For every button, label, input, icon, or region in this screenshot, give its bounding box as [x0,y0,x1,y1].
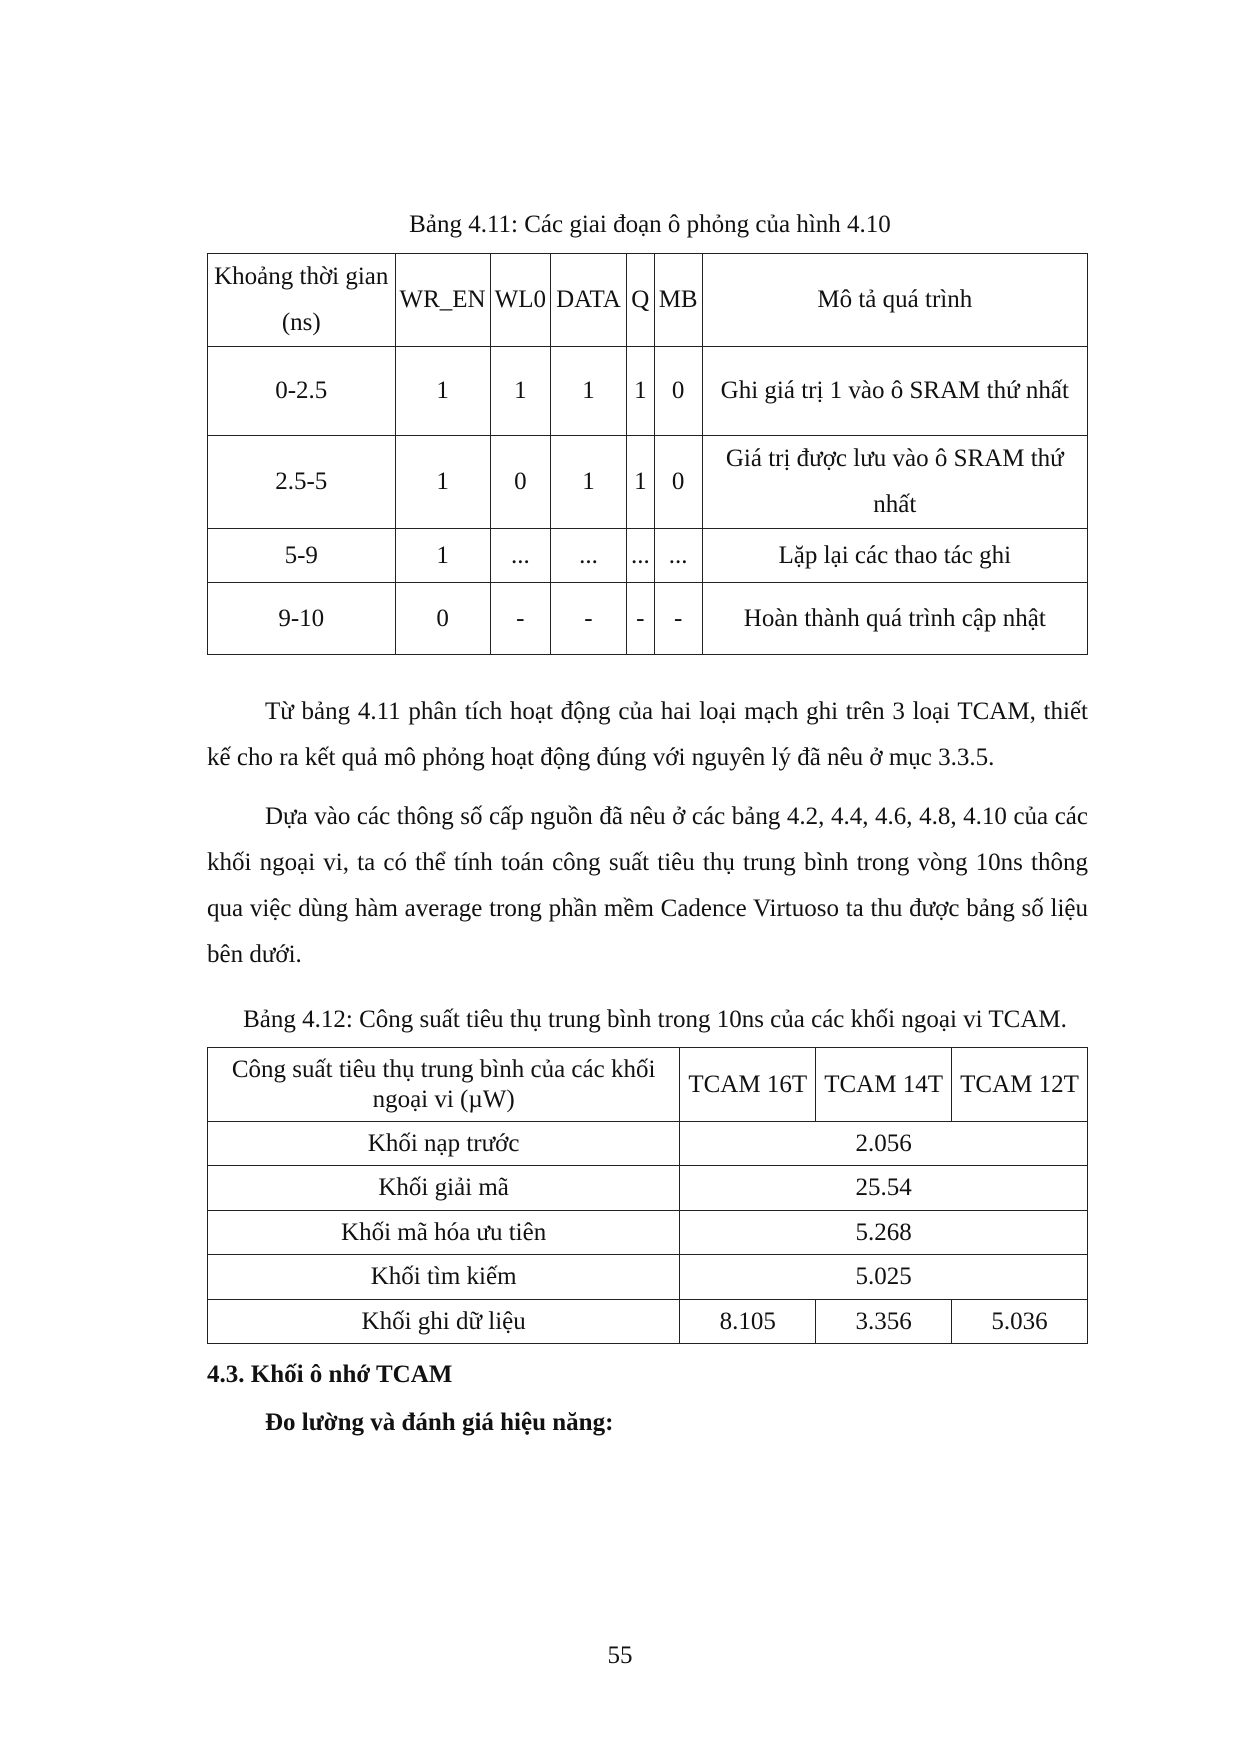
cell-description: Lặp lại các thao tác ghi [702,529,1087,583]
header-time: Khoảng thời gian (ns) [208,254,396,347]
table-4-11 [207,253,1088,655]
row-value-16t: 8.105 [680,1300,816,1344]
cell-q: - [626,583,654,655]
row-label: Khối nạp trước [208,1122,680,1166]
cell-q: 1 [626,347,654,436]
cell-wr-en: 1 [395,347,490,436]
cell-time: 5-9 [208,529,396,583]
table-row [208,1122,1088,1166]
table-header-row [208,1048,1088,1122]
table-row [208,347,1088,436]
header-wr-en: WR_EN [395,254,490,347]
section-heading-4-3: 4.3. Khối ô nhớ TCAM [207,1361,453,1388]
cell-data: ... [551,529,627,583]
cell-time: 9-10 [208,583,396,655]
row-value: 5.268 [680,1211,1088,1255]
table-header-row [208,254,1088,347]
cell-wl0: 1 [490,347,550,436]
header-q: Q [626,254,654,347]
cell-q: 1 [626,436,654,529]
cell-data: 1 [551,436,627,529]
table-row [208,1300,1088,1344]
cell-wr-en: 1 [395,436,490,529]
row-value: 5.025 [680,1255,1088,1300]
cell-description: Giá trị được lưu vào ô SRAM thứ nhất [702,436,1087,529]
row-value: 25.54 [680,1166,1088,1211]
page-number: 55 [607,1642,633,1669]
header-power-label: Công suất tiêu thụ trung bình của các khối ngoại vi (µW) [208,1048,680,1122]
cell-mb: 0 [654,436,702,529]
cell-wr-en: 1 [395,529,490,583]
row-value: 2.056 [680,1122,1088,1166]
table-4-12 [207,1047,1088,1344]
cell-q: ... [626,529,654,583]
cell-wl0: 0 [490,436,550,529]
header-tcam-12t: TCAM 12T [952,1048,1088,1122]
header-data: DATA [551,254,627,347]
paragraph-power: Dựa vào các thông số cấp nguồn đã nêu ở các bảng 4.2, 4.4, 4.6, 4.8, 4.10 của các khối ngoại vi, ta có thể tính toán công suất tiêu thụ trung bình trong vòng 10ns thông qua việc dùng hàm average trong phần mềm Cadence Virtuoso ta thu được bảng số liệu bên dưới. [207,803,1088,968]
header-mb: MB [654,254,702,347]
cell-description: Hoàn thành quá trình cập nhật [702,583,1087,655]
cell-wr-en: 0 [395,583,490,655]
cell-time: 0-2.5 [208,347,396,436]
header-description: Mô tả quá trình [702,254,1087,347]
table-row [208,529,1088,583]
cell-mb: 0 [654,347,702,436]
subsection-heading: Đo lường và đánh giá hiệu năng: [265,1409,614,1436]
cell-data: 1 [551,347,627,436]
row-label: Khối giải mã [208,1166,680,1211]
row-label: Khối ghi dữ liệu [208,1300,680,1344]
table-row [208,1166,1088,1211]
table-row [208,1211,1088,1255]
row-value-14t: 3.356 [816,1300,952,1344]
cell-mb: - [654,583,702,655]
table-row [208,583,1088,655]
table-row [208,1255,1088,1300]
header-tcam-16t: TCAM 16T [680,1048,816,1122]
cell-time: 2.5-5 [208,436,396,529]
cell-wl0: ... [490,529,550,583]
paragraph-analysis: Từ bảng 4.11 phân tích hoạt động của hai loại mạch ghi trên 3 loại TCAM, thiết kế cho ra kết quả mô phỏng hoạt động đúng với nguyên lý đã nêu ở mục 3.3.5. [207,698,1088,771]
table-4-11-caption: Bảng 4.11: Các giai đoạn ô phỏng của hình 4.10 [409,211,891,238]
table-row [208,436,1088,529]
header-wl0: WL0 [490,254,550,347]
table-4-12-caption: Bảng 4.12: Công suất tiêu thụ trung bình trong 10ns của các khối ngoại vi TCAM. [243,1006,1067,1033]
row-value-12t: 5.036 [952,1300,1088,1344]
cell-wl0: - [490,583,550,655]
cell-data: - [551,583,627,655]
header-tcam-14t: TCAM 14T [816,1048,952,1122]
row-label: Khối tìm kiếm [208,1255,680,1300]
cell-description: Ghi giá trị 1 vào ô SRAM thứ nhất [702,347,1087,436]
row-label: Khối mã hóa ưu tiên [208,1211,680,1255]
cell-mb: ... [654,529,702,583]
